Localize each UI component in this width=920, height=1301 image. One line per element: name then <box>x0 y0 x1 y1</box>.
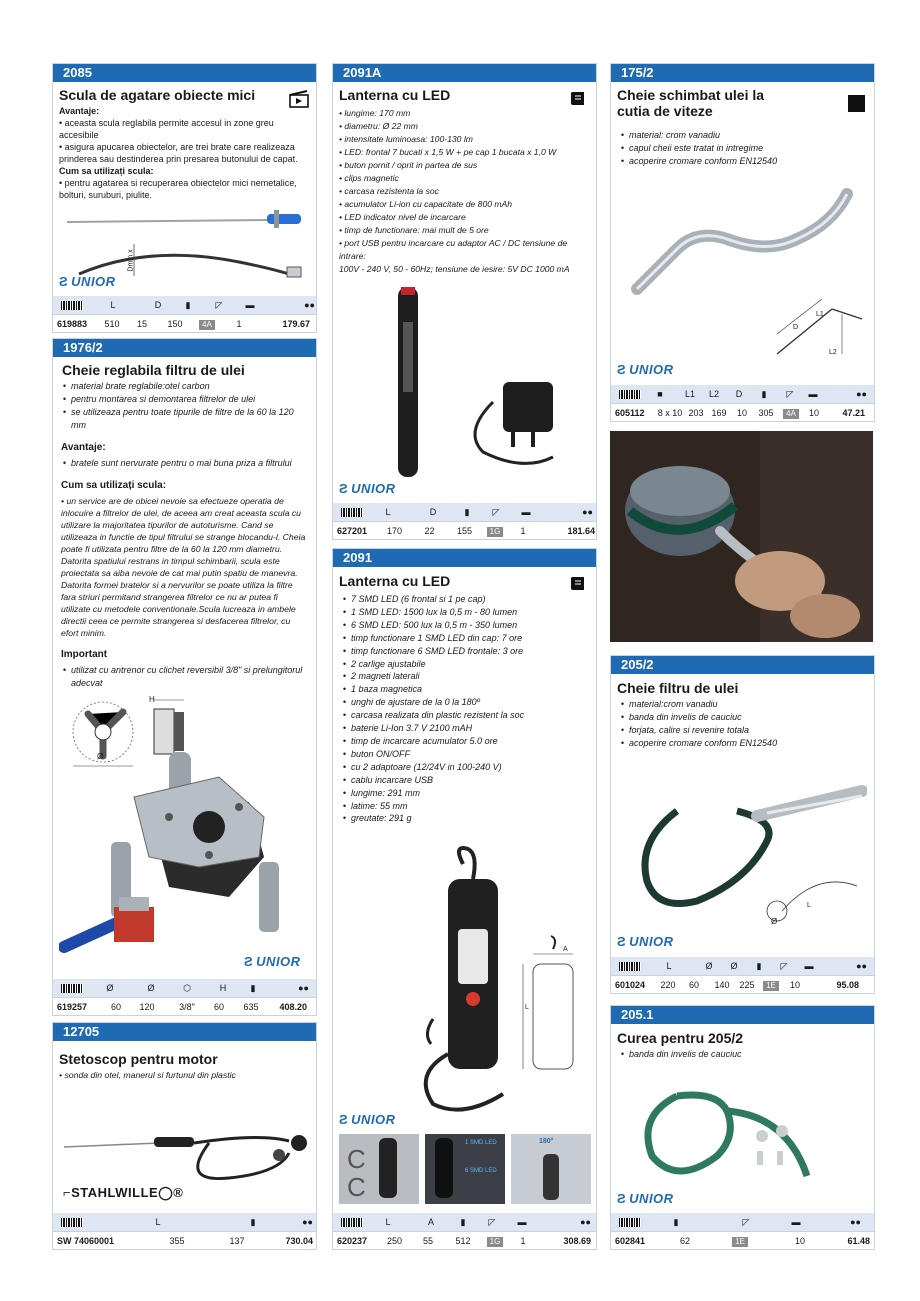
cell-price: 730.04 <box>285 1236 313 1246</box>
registered-icon: ◯® <box>158 1185 184 1200</box>
unior-logo: Ƨ UNIOR <box>617 1191 674 1206</box>
feature-item: • buton pornit / oprit in partea de sus <box>339 160 478 170</box>
barcode-icon <box>61 984 83 993</box>
quantity-icon: ▬ <box>245 300 255 310</box>
drive-icon: ⬡ <box>183 982 191 993</box>
feature-item: • clips magnetic <box>339 173 399 183</box>
magnet-icon: C <box>347 1144 366 1174</box>
quantity-icon: ▬ <box>808 389 818 399</box>
barcode-icon <box>61 1218 83 1227</box>
feature-item: • greutate: 291 g <box>351 812 590 825</box>
feature-item: • acoperire cromare conform EN12540 <box>629 737 868 750</box>
col-header-l1: L1 <box>684 389 695 399</box>
usage-text: • un service are de obicei nevoie sa efectueze operatia de inlocuire a filtrelor de ulei, de aceea am creat aceasta scula cu utilizare la majoritatea tipurilor de autoturisme. Cand se utilizeaza in functie de tipul filtrului se strange blocandu-l. Cheia poate fi utilizata pentru filtre de la 60 la 120 mm diametru. Datorita spatiului restrans in timpul schimbarii, scula este proiectata sa aiba nevoie de cat mai putin spatiu de manevra. Datorita formei bratelor si a nervurilor se poate utiliza la filtre fara striuri permitand strangerea filtrelor ce nu ar putea fi utilizate cu metodele conventionale.Scula lucreaza in ambele directii ceea ce permite strangerea si desfacerea filtrelor, cu efort minim. <box>61 496 306 638</box>
strap-wrench-image <box>617 771 867 931</box>
cell-outer-diameter: 140 <box>714 980 730 990</box>
spec-header-row <box>611 957 874 975</box>
spec-value-row <box>611 403 874 422</box>
advantage-item: • bratele sunt nervurate pentru o mai buna priza a filtrului <box>71 457 310 470</box>
barcode-icon <box>619 1218 641 1227</box>
feature-item: • acumulator Li-ion cu capacitate de 800 mAh <box>339 199 513 209</box>
cell-length: 220 <box>660 980 676 990</box>
dimension-l2: L2 <box>829 349 837 356</box>
product-card-205-2 <box>610 655 875 994</box>
spec-header-row <box>611 385 874 403</box>
product-title: Cheie reglabila filtru de ulei <box>62 362 245 378</box>
feature-item: • banda din invelis de cauciuc <box>629 1048 868 1061</box>
spec-header-row <box>53 979 316 997</box>
cell-price: 408.20 <box>279 1002 307 1012</box>
price-icon: ●● <box>856 389 867 399</box>
feature-item: • 7 SMD LED (6 frontal si 1 pe cap) <box>351 593 590 606</box>
cell-d: 10 <box>736 408 747 418</box>
cell-price: 179.67 <box>282 319 310 329</box>
weight-icon: ▮ <box>250 1216 256 1227</box>
product-description: • sonda din otel, manerul si furtunul din plastic <box>59 1070 236 1080</box>
cell-weight: 512 <box>455 1236 471 1246</box>
offset-key-image <box>617 179 867 364</box>
spec-header-row <box>53 296 316 314</box>
price-icon: ●● <box>582 507 593 517</box>
feature-item: • cu 2 adaptoare (12/24V in 100-240 V) <box>351 761 590 774</box>
dimension-h: H <box>149 695 155 704</box>
advantage-item: • asigura apucarea obiectelor, are trei brate care realizeaza prinderea sau destinderea prin presarea butonului de capat. <box>59 142 298 164</box>
weight-icon: ▮ <box>673 1216 679 1227</box>
dimension-d: Ø <box>771 917 778 926</box>
product-card-2091 <box>332 548 597 1250</box>
cell-outer-diameter: 120 <box>139 1002 155 1012</box>
unior-logo: Ƨ UNIOR <box>617 934 674 949</box>
product-card-175-2 <box>610 63 875 422</box>
product-card-1976-2 <box>52 338 317 1016</box>
feature-item: • material: crom vanadiu <box>629 129 868 142</box>
important-label: Important <box>61 649 108 660</box>
thumbnail-rotation <box>511 1134 591 1204</box>
col-header-length: L <box>385 1217 391 1227</box>
package-icon: ◸ <box>215 299 223 310</box>
feature-item: • banda din invelis de cauciuc <box>629 711 868 724</box>
package-icon: ◸ <box>742 1216 750 1227</box>
feature-item: • carcasa realizata din plastic rezistent la soc <box>351 709 590 722</box>
cell-weight: 635 <box>243 1002 259 1012</box>
package-icon: ◸ <box>786 388 794 399</box>
price-icon: ●● <box>850 1217 861 1227</box>
col-header-height: H <box>219 983 227 993</box>
feature-item: • 1 SMD LED: 1500 lux la 0,5 m - 80 lumen <box>351 606 590 619</box>
feature-item: • 6 SMD LED: 500 lux la 0,5 m - 350 lumen <box>351 619 590 632</box>
feature-item: • forjata, calire si revenire totala <box>629 724 868 737</box>
cell-length: 510 <box>104 319 120 329</box>
product-card-2085 <box>52 63 317 333</box>
feature-item: • LED: frontal 7 bucati x 1,5 W + pe cap 1 bucata x 1,0 W <box>339 147 557 157</box>
barcode-icon <box>619 390 641 399</box>
weight-icon: ▮ <box>185 299 191 310</box>
feature-item: • timp functionare 1 SMD LED din cap: 7 ore <box>351 632 590 645</box>
product-title: Curea pentru 205/2 <box>617 1030 744 1046</box>
cell-length: 355 <box>169 1236 185 1246</box>
product-card-12705 <box>52 1022 317 1250</box>
spec-table <box>611 1213 874 1249</box>
cell-package: 4A <box>188 319 226 330</box>
col-header-width: A <box>427 1217 434 1227</box>
feature-item: • cablu incarcare USB <box>351 774 590 787</box>
col-header-length: L <box>110 300 116 310</box>
magnet-icon: C <box>347 1172 366 1202</box>
unior-logo: Ƨ UNIOR <box>59 274 116 289</box>
article-number: 619883 <box>57 319 88 329</box>
feature-item: • carcasa rezistenta la soc <box>339 186 439 196</box>
feature-item: • timp de functionare: mai mult de 5 ore <box>339 225 489 235</box>
cell-price: 308.69 <box>563 1236 591 1246</box>
cell-price: 181.64 <box>567 526 595 536</box>
dimension-l: L <box>525 1004 529 1011</box>
feature-item: • capul cheii este tratat in intregime <box>629 142 868 155</box>
article-number: 620237 <box>337 1236 368 1246</box>
spec-value-row <box>53 314 316 333</box>
product-code: 2085 <box>53 64 316 82</box>
cell-package: 1E <box>700 1236 780 1247</box>
spec-table <box>53 979 316 1015</box>
spec-table <box>611 385 874 421</box>
product-title: Cheie schimbat ulei la cutia de viteze <box>617 87 765 119</box>
cell-package: 1E <box>759 980 783 991</box>
feature-item: • material:crom vanadiu <box>629 698 868 711</box>
col-header-diameter: D <box>154 300 162 310</box>
col-header-length: L <box>385 507 391 517</box>
product-code: 205/2 <box>611 656 874 674</box>
spec-value-row <box>53 997 316 1016</box>
barcode-icon <box>61 301 83 310</box>
stahlwille-logo: ⌐STAHLWILLE◯® <box>63 1185 184 1200</box>
article-number: 605112 <box>615 408 645 418</box>
manual-book-icon[interactable] <box>569 90 587 108</box>
cell-price: 47.21 <box>842 408 865 418</box>
cell-weight: 137 <box>229 1236 245 1246</box>
video-icon[interactable] <box>289 90 309 108</box>
unior-logo: Ƨ UNIOR <box>339 1112 396 1127</box>
product-title: Scula de agatare obiecte mici <box>59 87 256 103</box>
feature-item: • 1 baza magnetica <box>351 683 590 696</box>
cell-l1: 203 <box>688 408 704 418</box>
stahlwille-mark-icon: ⌐ <box>63 1185 72 1200</box>
dimension-label: Dmm x <box>127 249 135 272</box>
article-number: 619257 <box>57 1002 88 1012</box>
advantages-label: Avantaje: <box>61 442 106 453</box>
usage-text: • pentru agatarea si recuperarea obiectelor mici nemetalice, bolturi, suruburi, piulite. <box>59 178 297 200</box>
spec-table <box>333 503 596 539</box>
led-label-6smd: 6 SMD LED <box>465 1168 497 1174</box>
cell-quantity: 10 <box>794 1236 805 1246</box>
col-header-length: L <box>155 1217 161 1227</box>
price-icon: ●● <box>304 300 315 310</box>
feature-item: • lungime: 291 mm <box>351 787 590 800</box>
product-card-205-1 <box>610 1005 875 1250</box>
cell-inner-diameter: 60 <box>688 980 699 990</box>
cell-weight: 62 <box>679 1236 690 1246</box>
spec-value-row <box>53 1231 316 1250</box>
product-code: 2091 <box>333 549 596 567</box>
weight-icon: ▮ <box>756 960 762 971</box>
barcode-icon <box>619 962 641 971</box>
thumbnail-magnets <box>339 1134 419 1204</box>
cell-diameter: 15 <box>136 319 147 329</box>
advantages-label: Avantaje: <box>59 106 100 116</box>
cell-length: 170 <box>386 526 403 536</box>
article-number: 602841 <box>615 1236 646 1246</box>
spec-table <box>333 1213 596 1249</box>
rotation-label: 180° <box>539 1138 554 1145</box>
product-code: 175/2 <box>611 64 874 82</box>
cell-weight: 305 <box>758 408 774 418</box>
manual-book-icon[interactable] <box>569 575 587 593</box>
col-header-square: ■ <box>657 389 663 399</box>
dimension-l1: L1 <box>816 311 824 318</box>
filter-wrench-image <box>59 747 309 962</box>
cell-height: 60 <box>213 1002 224 1012</box>
cell-package: 4A <box>779 408 803 419</box>
product-code: 12705 <box>53 1023 316 1041</box>
feature-item: 100V - 240 V, 50 - 60Hz; tensiune de iesire: 5V DC 1000 mA <box>339 264 570 274</box>
feature-item: • lungime: 170 mm <box>339 108 411 118</box>
cell-quantity: 1 <box>236 319 242 329</box>
spec-table <box>611 957 874 993</box>
spec-value-row <box>333 1231 596 1250</box>
dimension-a: A <box>563 946 568 953</box>
spec-header-row <box>333 503 596 521</box>
advantage-item: • aceasta scula reglabila permite accesul in zone greu accesibile <box>59 118 274 140</box>
feature-item: • buton ON/OFF <box>351 748 590 761</box>
spec-value-row <box>611 975 874 994</box>
thumbnail-leds <box>425 1134 505 1204</box>
cell-weight: 225 <box>739 980 755 990</box>
spec-value-row <box>611 1231 874 1250</box>
spec-table <box>53 1213 316 1249</box>
cell-price: 61.48 <box>847 1236 870 1246</box>
feature-item: • unghi de ajustare de la 0 la 180º <box>351 696 590 709</box>
spec-table <box>53 296 316 332</box>
package-icon: ◸ <box>492 506 500 517</box>
unior-logo: Ƨ UNIOR <box>617 362 674 377</box>
article-number: 601024 <box>615 980 646 990</box>
important-item: • utilizat cu antrenor cu clichet reversibil 3/8" si prelungitorul adecvat <box>71 664 310 690</box>
cell-l2: 169 <box>711 408 727 418</box>
col-header-outer-diameter: Ø <box>730 961 738 971</box>
price-icon: ●● <box>298 983 309 993</box>
feature-item: • intensitate luminoasa: 100-130 lm <box>339 134 473 144</box>
product-code: 205.1 <box>611 1006 874 1024</box>
price-icon: ●● <box>580 1217 591 1227</box>
product-title: Lanterna cu LED <box>339 573 451 589</box>
feature-item: • acoperire cromare conform EN12540 <box>629 155 868 168</box>
barcode-icon <box>341 1218 363 1227</box>
feature-item: • port USB pentru incarcare cu adaptor AC / DC tensiune de intrare: <box>339 238 568 261</box>
feature-item: • se utilizeaza pentru toate tipurile de filtre de la 60 la 120 mm <box>71 406 310 432</box>
rubber-strap-image <box>617 1076 867 1191</box>
article-number: SW 74060001 <box>57 1236 115 1246</box>
quantity-icon: ▬ <box>521 507 531 517</box>
cell-length: 250 <box>386 1236 403 1246</box>
cell-inner-diameter: 60 <box>110 1002 121 1012</box>
led-label-1smd: 1 SMD LED <box>465 1140 497 1146</box>
dimension-d: D <box>793 324 799 331</box>
quantity-icon: ▬ <box>804 961 814 971</box>
col-header-l2: L2 <box>708 389 719 399</box>
usage-label: Cum sa utilizați scula: <box>59 166 154 176</box>
weight-icon: ▮ <box>250 982 256 993</box>
filter-wrench-in-use-photo <box>610 431 873 642</box>
weight-icon: ▮ <box>464 506 470 517</box>
spec-value-row <box>333 521 596 540</box>
product-card-2091a <box>332 63 597 540</box>
quantity-icon: ▬ <box>791 1217 801 1227</box>
feature-item: • timp functionare 6 SMD LED frontale: 3 ore <box>351 645 590 658</box>
cell-square: 8 x 10 <box>657 408 683 418</box>
col-header-diameter: D <box>429 507 437 517</box>
feature-item: • diametru: Ø 22 mm <box>339 121 418 131</box>
product-title: Cheie filtru de ulei <box>617 680 739 696</box>
package-icon: ◸ <box>488 1216 496 1227</box>
cell-weight: 155 <box>456 526 473 536</box>
cell-price: 95.08 <box>836 980 859 990</box>
price-icon: ●● <box>856 961 867 971</box>
feature-item: • LED indicator nivel de incarcare <box>339 212 466 222</box>
cell-package: 1G <box>477 526 513 537</box>
stethoscope-image <box>59 1113 314 1188</box>
usage-label: Cum sa utilizați scula: <box>61 480 167 491</box>
square-drive-icon <box>848 95 865 112</box>
price-icon: ●● <box>302 1217 313 1227</box>
dimension-l: L <box>807 902 811 909</box>
feature-item: • timp de incarcare acumulator 5.0 ore <box>351 735 590 748</box>
product-title: Stetoscop pentru motor <box>59 1051 218 1067</box>
col-header-length: L <box>666 961 672 971</box>
product-title: Lanterna cu LED <box>339 87 451 103</box>
unior-logo: Ƨ UNIOR <box>244 954 301 969</box>
col-header-inner-diameter: Ø <box>705 961 713 971</box>
feature-item: • pentru montarea si demontarea filtrelor de ulei <box>71 393 310 406</box>
cell-package: 1G <box>477 1236 513 1247</box>
feature-item: • baterie Li-Ion 3.7 V 2100 mAH <box>351 722 590 735</box>
spec-header-row <box>333 1213 596 1231</box>
feature-item: • material brate reglabile:otel carbon <box>71 380 310 393</box>
unior-logo: Ƨ UNIOR <box>339 481 396 496</box>
work-light-image <box>393 844 593 1119</box>
package-icon: ◸ <box>780 960 788 971</box>
cell-quantity: 10 <box>789 980 800 990</box>
feature-item: • latime: 55 mm <box>351 800 590 813</box>
col-header-inner-diameter: Ø <box>106 983 114 993</box>
quantity-icon: ▬ <box>517 1217 527 1227</box>
product-code: 2091A <box>333 64 596 82</box>
cell-drive: 3/8" <box>179 1002 195 1012</box>
feature-item: • 2 magneti laterali <box>351 670 590 683</box>
pen-light-image <box>383 282 583 482</box>
cell-diameter: 22 <box>424 526 435 536</box>
col-header-d: D <box>735 389 743 399</box>
dimension-d: Ø <box>97 752 104 761</box>
product-code: 1976/2 <box>53 339 316 357</box>
feature-item: • 2 carlige ajustabile <box>351 658 590 671</box>
barcode-icon <box>341 508 363 517</box>
spec-header-row <box>611 1213 874 1231</box>
col-header-outer-diameter: Ø <box>147 983 155 993</box>
cell-quantity: 1 <box>520 1236 526 1246</box>
cell-weight: 150 <box>167 319 183 329</box>
cell-quantity: 10 <box>808 408 819 418</box>
article-number: 627201 <box>337 526 368 536</box>
weight-icon: ▮ <box>460 1216 466 1227</box>
weight-icon: ▮ <box>761 388 767 399</box>
cell-quantity: 1 <box>520 526 526 536</box>
spec-header-row <box>53 1213 316 1231</box>
cell-width: 55 <box>422 1236 433 1246</box>
